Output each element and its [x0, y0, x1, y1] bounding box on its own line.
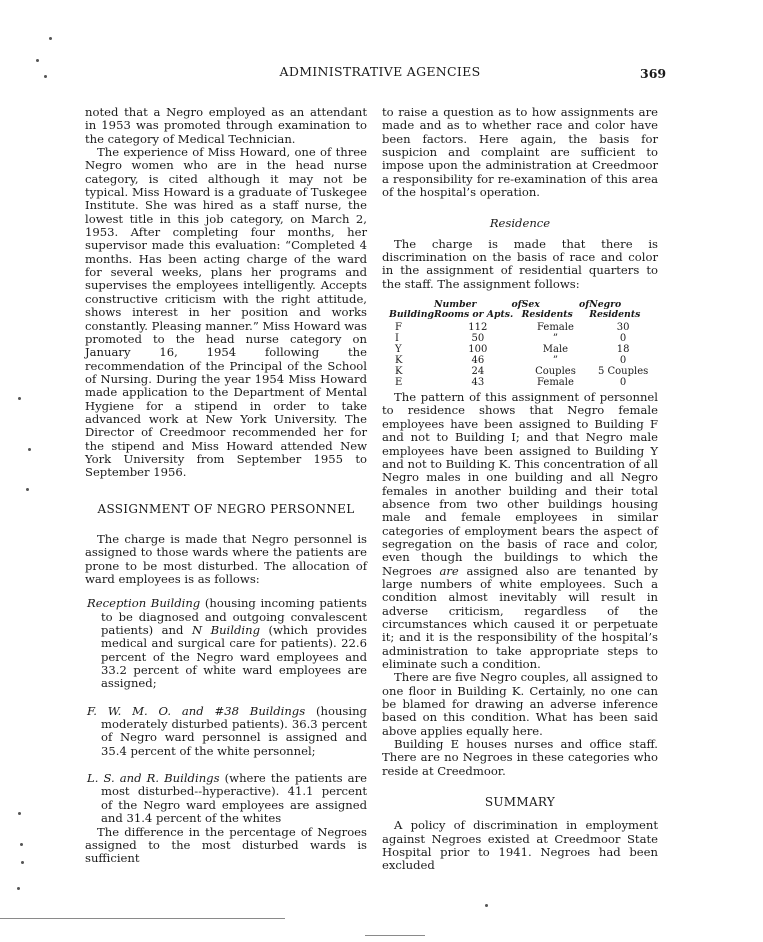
scan-mark — [20, 843, 23, 846]
subheading: Residence — [489, 216, 551, 231]
table-row: Y 100 Male 18 — [395, 344, 630, 356]
scan-mark — [28, 448, 31, 451]
paragraph: The pattern of this assignment of personnel to residence shows that Negro female employees have been assigned to Building F and not to Building I; and that Negro male employees have been assigned to Building Y and not to Building K. This concentration of all Negro males in one building and all Negro females in another building and their total absence from two other buildings housing male and female employees in similar categories of employment bears the aspect of segregation on the basis of race and color, even though the buildings to which the Negroes are assigned also are tenanted by large numbers of white employees. Such a condition almost inevitably will result in adverse criticism, regardless of the circumstances which caused it or perpetuate it; and it is the responsibility of the hospital’s administration to take appropriate steps to eliminate such a condition. — [382, 390, 659, 671]
paragraph: The charge is made that Negro personnel is assigned to those wards where the patients are prone to be most disturbed. The allocation of ward employees is as follows: — [85, 531, 367, 586]
right-column — [382, 106, 658, 873]
left-column — [85, 106, 367, 866]
scan-edge-rule — [365, 935, 425, 936]
scan-mark — [26, 488, 29, 491]
scan-mark — [485, 904, 488, 907]
residence-table — [385, 300, 657, 388]
scan-mark — [44, 75, 47, 78]
section-heading: SUMMARY — [484, 795, 556, 810]
paragraph: There are five Negro couples, all assigned to one floor in Building K. Certainly, no one can be blamed for drawing an adverse inference based on this condition. What has been said above applies equally here. — [382, 670, 658, 738]
table-row: K 46 ” 0 — [395, 355, 627, 367]
table-header-row — [385, 300, 657, 322]
paragraph: A policy of discrimination in employment against Negroes existed at Creedmoor State Hospital prior to 1941. Negroes had been excluded — [382, 818, 658, 873]
table-row: I 50 ” 0 — [395, 333, 627, 345]
table-row: F 112 Female 30 — [395, 322, 630, 334]
scan-mark — [36, 59, 39, 62]
column-header: Negro Residents — [589, 299, 641, 321]
paragraph: to raise a question as to how assignments are made and as to whether race and color have been factors. Here again, the basis for suspicion and complaint are sufficient to impose upon the administration at Creedmoor a responsibility for re-examination of this area of the hospital’s operation. — [382, 105, 658, 200]
building-name: L. S. and R. Buildings — [87, 771, 220, 786]
scan-mark — [18, 397, 21, 400]
table-row: E 43 Female 0 — [395, 377, 627, 389]
section-heading: ASSIGNMENT OF NEGRO PERSONNEL — [97, 501, 355, 516]
building-name: Reception Building — [87, 596, 201, 611]
column-header: Number of Rooms or Apts. — [433, 299, 522, 321]
emphasis: are — [439, 563, 459, 578]
list-item: Reception Building (housing incoming patients to be diagnosed and outgoing convalescent patients) and N Building (which provides medical and surgical care for patients). 22.6 percent of the Negro ward employees and 33.2 percent of white ward employees are assigned; — [87, 596, 367, 691]
list-item: F. W. M. O. and #38 Buildings (housing moderately disturbed patients). 36.3 percent of Negro ward personnel is assigned and 35.4 percent of the white personnel; — [87, 703, 367, 758]
column-header: Building — [389, 309, 434, 321]
list-item: L. S. and R. Buildings (where the patients are most disturbed--hyperactive). 41.1 percent of the Negro ward employees are assigned and 31.4 percent of the whites — [87, 771, 367, 826]
scan-mark — [21, 861, 24, 864]
scan-edge-rule — [0, 918, 285, 919]
scan-mark — [49, 37, 52, 40]
paragraph: The difference in the percentage of Negroes assigned to the most disturbed wards is sufficient — [85, 824, 367, 866]
table-row: K 24 Couples 5 Couples — [395, 366, 649, 378]
running-head: ADMINISTRATIVE AGENCIES — [279, 64, 481, 79]
paragraph: Building E houses nurses and office staff. There are no Negroes in these categories who reside at Creedmoor. — [382, 737, 658, 778]
paragraph: The experience of Miss Howard, one of three Negro women who are in the head nurse category, is cited although it may not be typical. Miss Howard is a graduate of Tuskegee Institute. She was hired as a staff nurse, the lowest title in this job category, on March 2, 1953. After completing four months, her supervisor made this evaluation: “Completed 4 months. Has been acting charge of the ward for several weeks, plans her programs and supervises the employees intelligently. Accepts constructive criticism with the right attitude, shows interest in her position and works constantly. Pleasing manner.” Miss Howard was promoted to the head nurse category on January 16, 1954 following the recommendation of the Principal of the School of Nursing. During the year 1954 Miss Howard made application to the Department of Mental Hygiene for a stipend in order to take advanced work at New York University. The Director of Creedmoor recommended her for the stipend and Miss Howard attended New York University from September 1955 to September 1956. — [85, 145, 367, 480]
column-header: Sex of Residents — [521, 299, 590, 321]
scan-mark — [18, 812, 21, 815]
building-name: F. W. M. O. and #38 Buildings — [87, 703, 306, 718]
paragraph: The charge is made that there is discrimination on the basis of race and color in the assignment of residential quarters to the staff. The assignment follows: — [382, 236, 658, 291]
page-number: 369 — [640, 66, 667, 81]
paragraph: noted that a Negro employed as an attendant in 1953 was promoted through examination to the category of Medical Technician. — [85, 105, 367, 146]
scan-mark — [17, 887, 20, 890]
building-name: N Building — [191, 623, 260, 638]
